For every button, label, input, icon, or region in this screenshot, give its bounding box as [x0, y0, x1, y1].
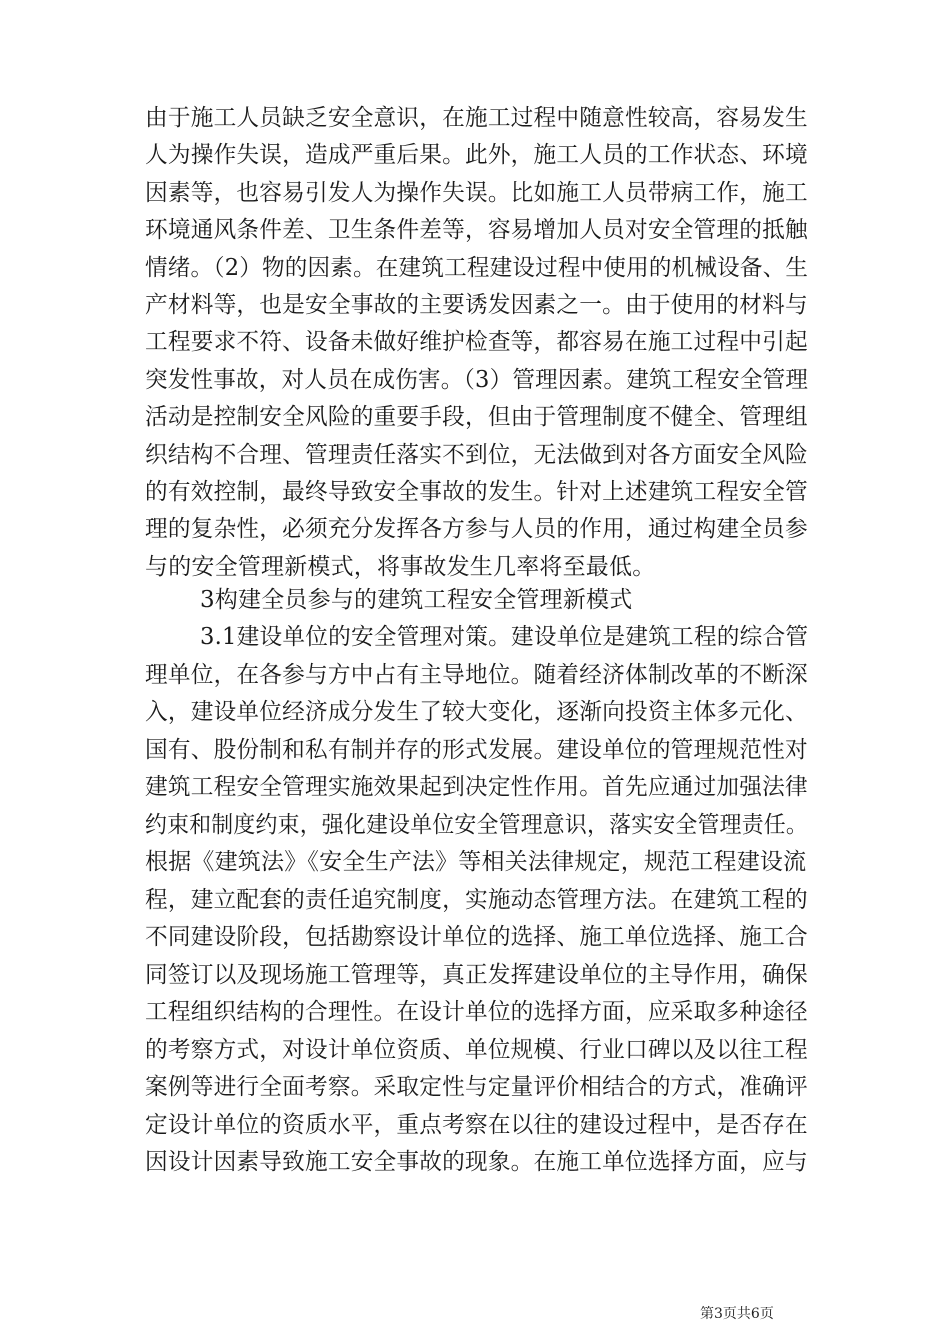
paragraph-line: 工程组织结构的合理性。在设计单位的选择方面，应采取多种途径: [145, 999, 808, 1025]
paragraph-line: 织结构不合理、管理责任落实不到位，无法做到对各方面安全风险: [145, 441, 808, 468]
paragraph-line: 同签订以及现场施工管理等，真正发挥建设单位的主导作用，确保: [145, 961, 808, 988]
paragraph-line: 根据《建筑法》《安全生产法》等相关法律规定，规范工程建设流: [145, 849, 807, 875]
paragraph-line: 程，建立配套的责任追究制度，实施动态管理方法。在建筑工程的: [145, 886, 808, 913]
page-number: 第3页共6页: [700, 1306, 774, 1322]
paragraph-line: 定设计单位的资质水平，重点考察在以往的建设过程中，是否存在: [145, 1111, 808, 1138]
paragraph-line: 3.1建设单位的安全管理对策。建设单位是建筑工程的综合管: [200, 624, 809, 650]
paragraph-line: 突发性事故，对人员在成伤害。（3）管理因素。建筑工程安全管理: [145, 366, 809, 393]
paragraph-line: 产材料等，也是安全事故的主要诱发因素之一。由于使用的材料与: [145, 292, 808, 318]
paragraph-line: 情绪。（2）物的因素。在建筑工程建设过程中使用的机械设备、生: [145, 254, 809, 281]
paragraph-line: 人为操作失误，造成严重后果。此外，施工人员的工作状态、环境: [145, 142, 808, 169]
paragraph-line: 的考察方式，对设计单位资质、单位规模、行业口碑以及以往工程: [145, 1036, 808, 1063]
section-heading: 3构建全员参与的建筑工程安全管理新模式: [200, 587, 633, 613]
paragraph-line: 工程要求不符、设备未做好维护检查等，都容易在施工过程中引起: [145, 329, 808, 356]
paragraph-line: 理单位，在各参与方中占有主导地位。随着经济体制改革的不断深: [145, 661, 808, 688]
paragraph-line: 因素等，也容易引发人为操作失误。比如施工人员带病工作，施工: [145, 179, 808, 206]
paragraph-line: 建筑工程安全管理实施效果起到决定性作用。首先应通过加强法律: [145, 774, 808, 800]
paragraph-line: 国有、股份制和私有制并存的形式发展。建设单位的管理规范性对: [145, 736, 808, 763]
paragraph-line: 活动是控制安全风险的重要手段，但由于管理制度不健全、管理组: [145, 404, 808, 431]
paragraph-line: 入，建设单位经济成分发生了较大变化，逐渐向投资主体多元化、: [145, 699, 808, 725]
paragraph-line: 因设计因素导致施工安全事故的现象。在施工单位选择方面，应与: [145, 1149, 808, 1175]
paragraph-line: 的有效控制，最终导致安全事故的发生。针对上述建筑工程安全管: [145, 479, 808, 505]
paragraph-line: 案例等进行全面考察。采取定性与定量评价相结合的方式，准确评: [145, 1074, 808, 1100]
paragraph-line: 与的安全管理新模式，将事故发生几率将至最低。: [145, 553, 656, 580]
paragraph-line: 由于施工人员缺乏安全意识，在施工过程中随意性较高，容易发生: [145, 105, 808, 131]
paragraph-line: 理的复杂性，必须充分发挥各方参与人员的作用，通过构建全员参: [145, 516, 808, 543]
paragraph-line: 不同建设阶段，包括勘察设计单位的选择、施工单位选择、施工合: [145, 924, 808, 950]
paragraph-line: 环境通风条件差、卫生条件差等，容易增加人员对安全管理的抵触: [145, 217, 808, 244]
paragraph-line: 约束和制度约束，强化建设单位安全管理意识，落实安全管理责任。: [145, 811, 808, 838]
